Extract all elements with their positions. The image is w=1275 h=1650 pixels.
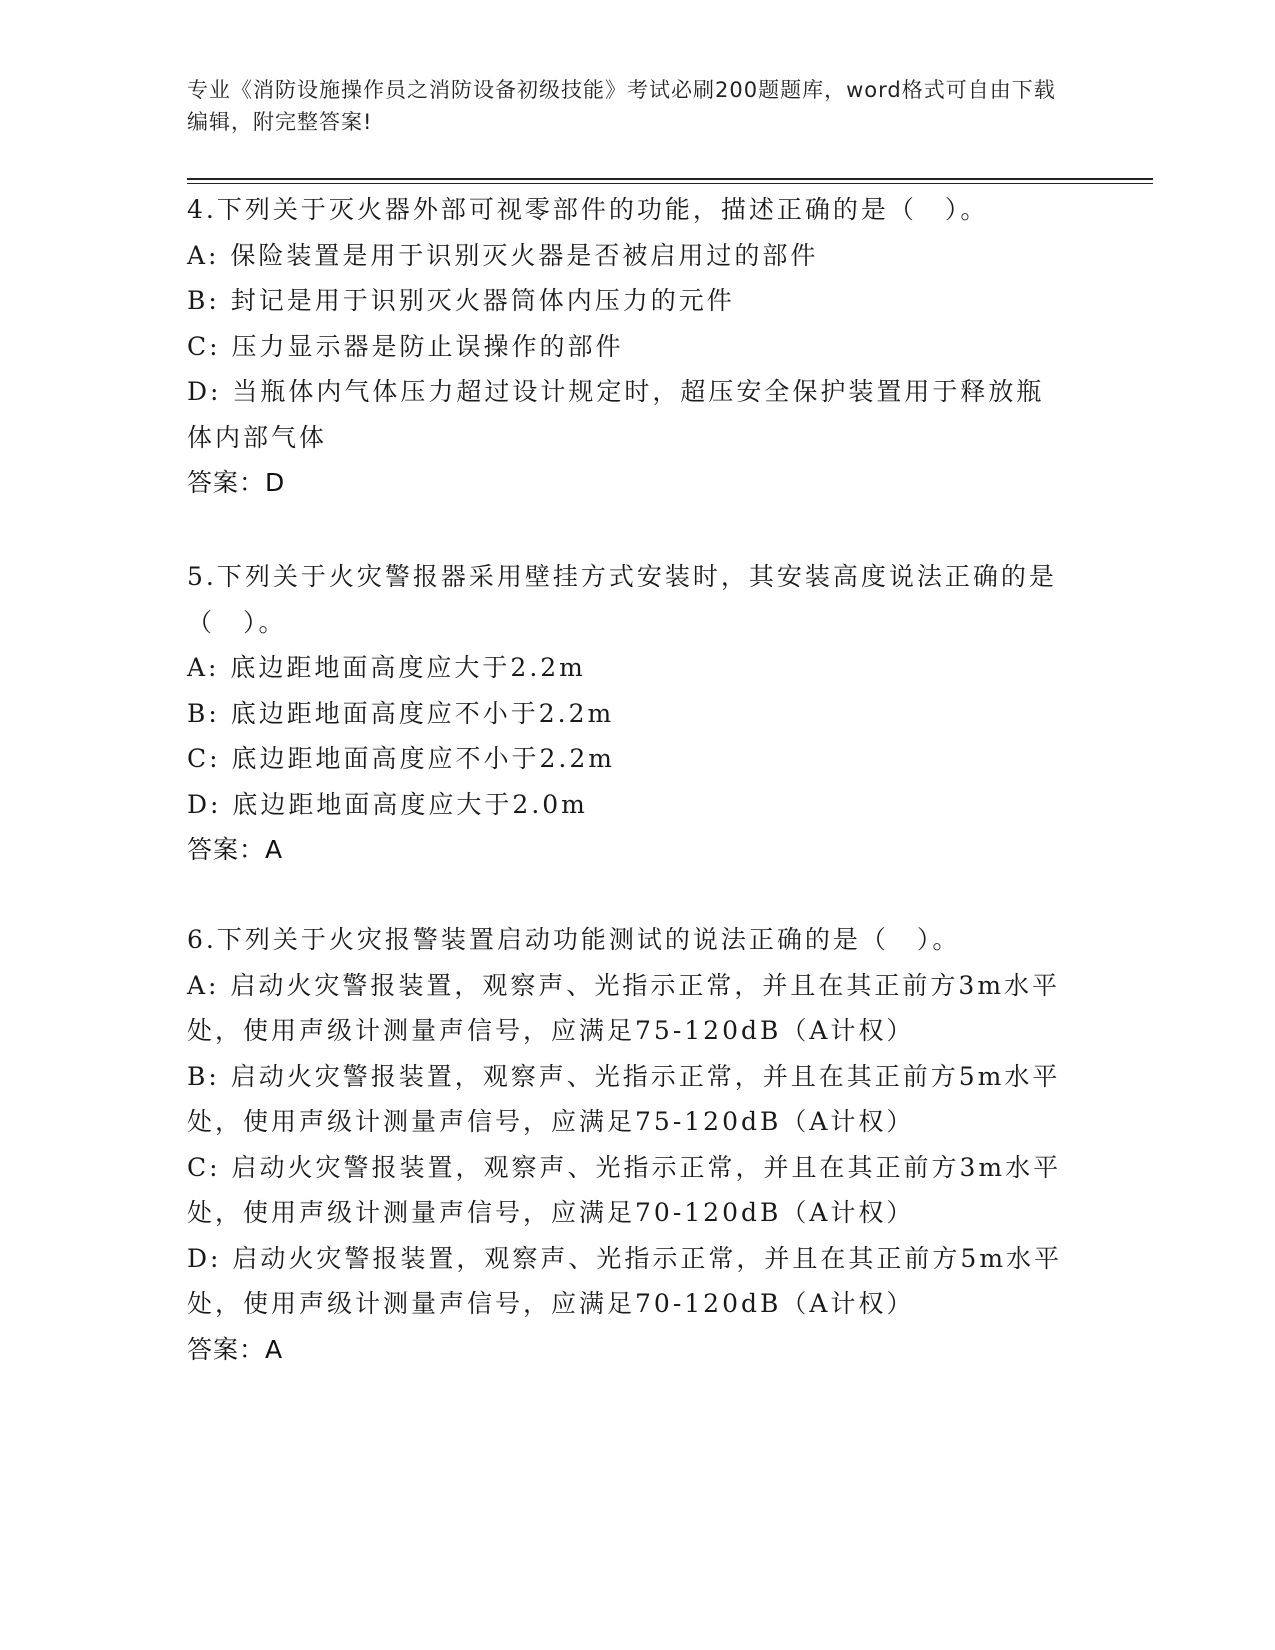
option-c: C: 压力显示器是防止误操作的部件 xyxy=(187,331,624,361)
question-stem: 6.下列关于火灾报警装置启动功能测试的说法正确的是（ ）。 xyxy=(187,925,961,954)
option-d: D: 底边距地面高度应大于2.0m xyxy=(187,789,588,819)
header-rule-thick xyxy=(187,178,1153,180)
option-d: D: 启动火灾警报装置，观察声、光指示正常，并且在其正前方5m水平处，使用声级计测量声信号，应满足70-120dB（A计权） xyxy=(187,1243,1063,1318)
question-stem: 5.下列关于火灾警报器采用壁挂方式安装时，其安装高度说法正确的是（ ）。 xyxy=(187,562,1057,637)
option-b: B: 底边距地面高度应不小于2.2m xyxy=(187,698,615,728)
option-d: D: 当瓶体内气体压力超过设计规定时，超压安全保护装置用于释放瓶体内部气体 xyxy=(187,377,1045,452)
answer: 答案：A xyxy=(187,1334,284,1364)
question-5 xyxy=(187,554,1067,873)
option-c: C: 启动火灾警报装置，观察声、光指示正常，并且在其正前方3m水平处，使用声级计测量声信号，应满足70-120dB（A计权） xyxy=(187,1152,1062,1227)
answer: 答案：D xyxy=(187,468,286,497)
question-6 xyxy=(187,917,1067,1372)
option-a: A: 底边距地面高度应大于2.2m xyxy=(187,653,586,682)
option-b: B: 启动火灾警报装置，观察声、光指示正常，并且在其正前方5m水平处，使用声级计测量声信号，应满足75-120dB（A计权） xyxy=(187,1061,1061,1136)
header-rule-thin xyxy=(187,183,1153,184)
question-stem: 4.下列关于灭火器外部可视零部件的功能，描述正确的是（ ）。 xyxy=(187,195,989,224)
option-c: C: 底边距地面高度应不小于2.2m xyxy=(187,744,615,773)
document-header: 专业《消防设施操作员之消防设备初级技能》考试必刷200题题库，word格式可自由下载编辑，附完整答案! xyxy=(187,78,1056,134)
option-a: A: 保险装置是用于识别灭火器是否被启用过的部件 xyxy=(187,240,819,270)
answer: 答案：A xyxy=(187,835,284,864)
question-4 xyxy=(187,187,1067,506)
option-b: B: 封记是用于识别灭火器筒体内压力的元件 xyxy=(187,286,735,315)
option-a: A: 启动火灾警报装置，观察声、光指示正常，并且在其正前方3m水平处，使用声级计测量声信号，应满足75-120dB（A计权） xyxy=(187,970,1061,1045)
